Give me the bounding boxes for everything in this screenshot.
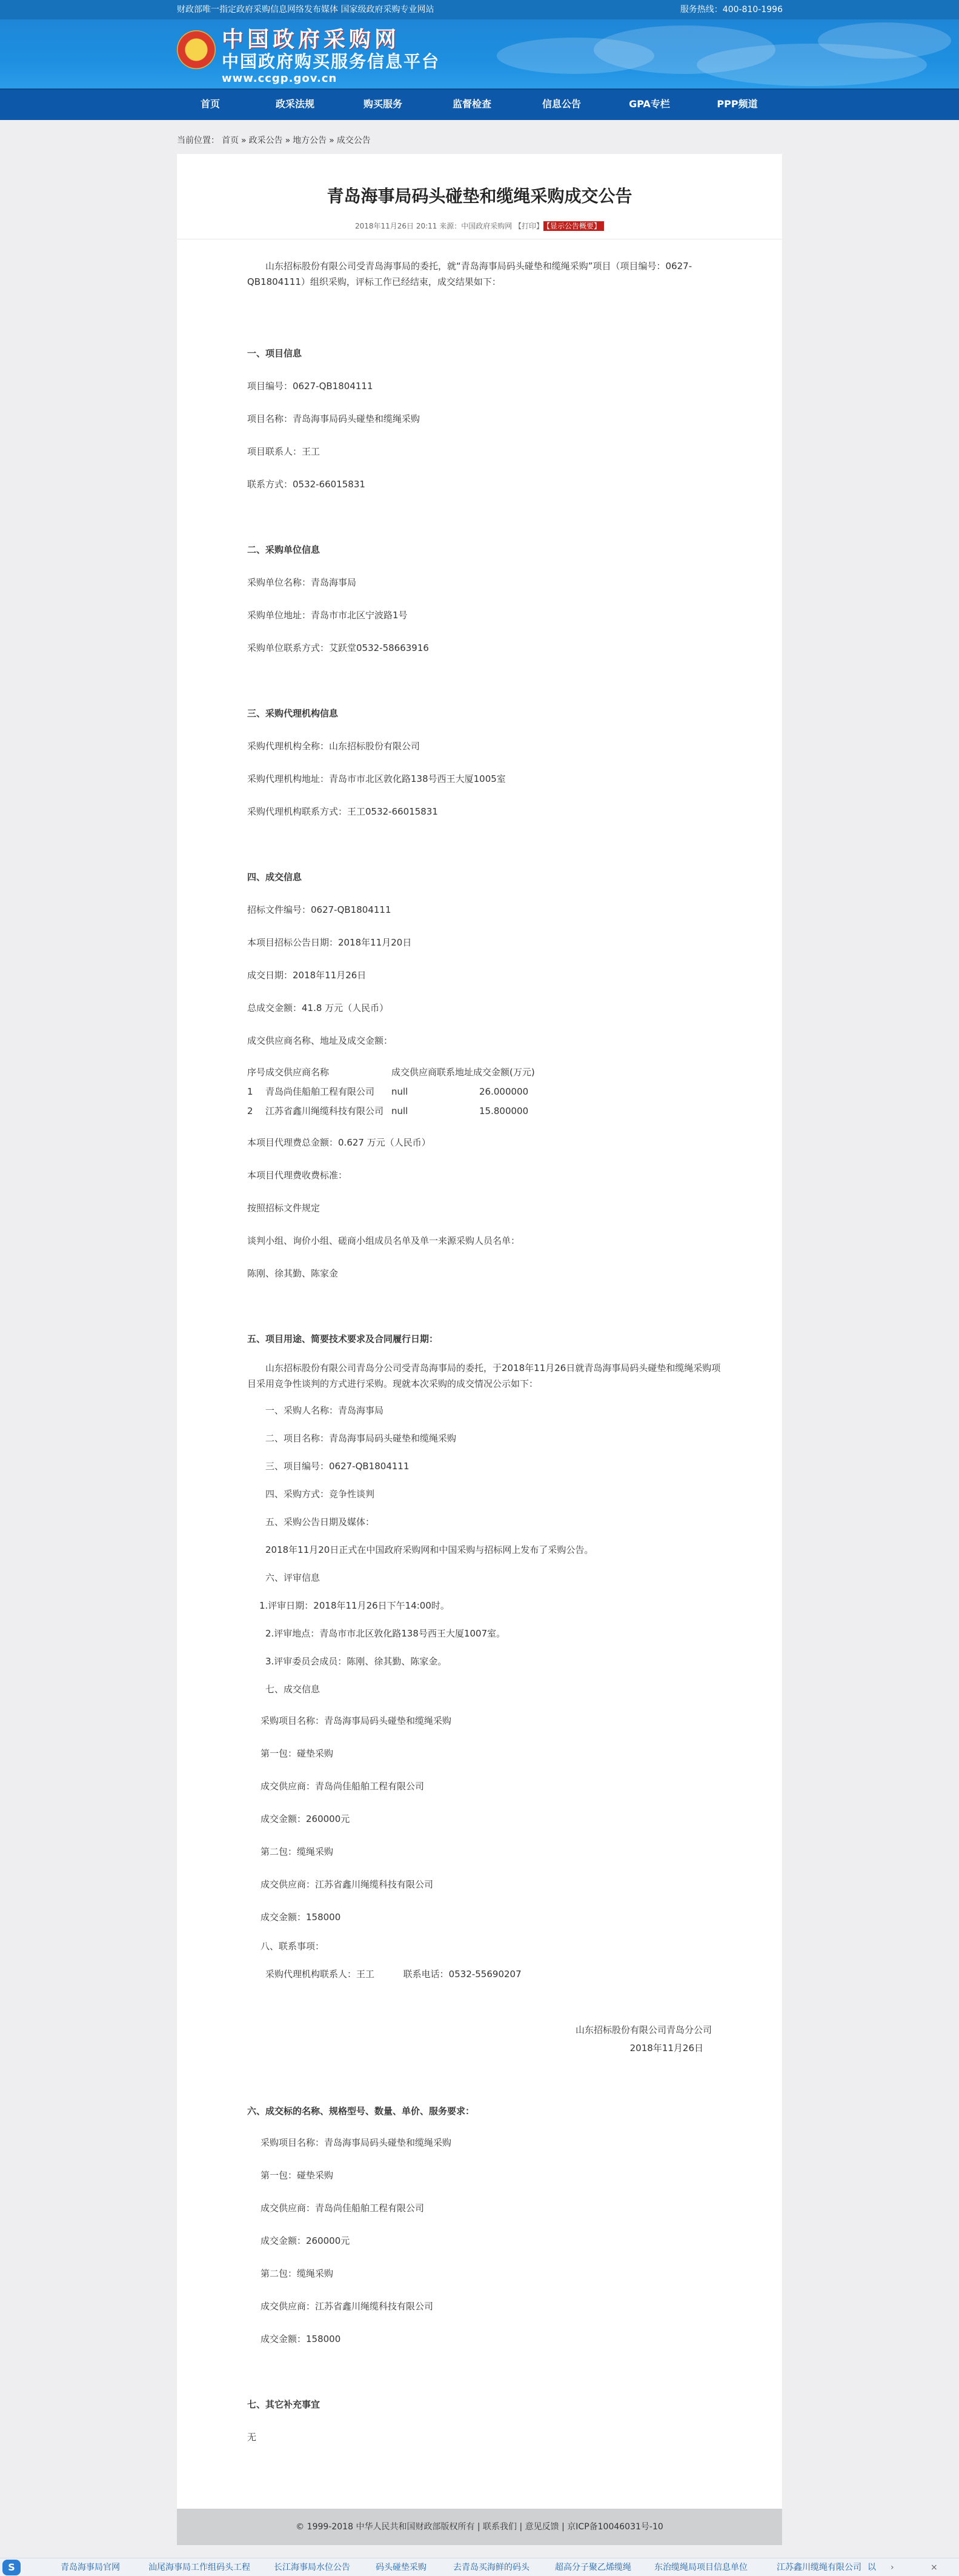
buyer-address: 采购单位地址：青岛市市北区宁波路1号 xyxy=(247,610,408,621)
table-header-cell: 成交供应商名称 xyxy=(265,1067,330,1078)
breadcrumb-separator: » xyxy=(329,136,334,145)
nav-item-home[interactable]: 首页 xyxy=(200,98,220,110)
sec5-item: 采购项目名称：青岛海事局码头碰垫和缆绳采购 xyxy=(260,1715,452,1726)
buyer-contact: 采购单位联系方式：艾跃堂0532-58663916 xyxy=(247,642,429,653)
site-banner xyxy=(0,19,959,88)
table-header-cell: 成交供应商联系地址 xyxy=(391,1067,474,1078)
nav-item-ppp[interactable]: PPP频道 xyxy=(717,98,758,110)
article-container xyxy=(177,154,782,2509)
tender-notice-date: 本项目招标公告日期：2018年11月20日 xyxy=(247,937,412,948)
sec5-item: 四、采购方式：竞争性谈判 xyxy=(265,1489,375,1500)
related-link[interactable]: 汕尾海事局工作组码头工程 xyxy=(148,2563,250,2572)
panel-members: 陈刚、徐其勤、陈家金 xyxy=(247,1268,339,1279)
sec5-item: 成交供应商：江苏省鑫川绳缆科技有限公司 xyxy=(260,1879,434,1890)
buyer-name: 采购单位名称：青岛海事局 xyxy=(247,577,357,588)
table-cell: 江苏省鑫川绳缆科技有限公司 xyxy=(265,1106,384,1116)
sec6-line: 成交金额：260000元 xyxy=(260,2235,350,2246)
article-meta xyxy=(177,221,782,232)
sec6-line: 采购项目名称：青岛海事局码头碰垫和缆绳采购 xyxy=(260,2137,452,2148)
panel-heading: 谈判小组、询价小组、磋商小组成员名单及单一来源采购人员名单： xyxy=(247,1235,520,1246)
project-phone: 联系方式：0532-66015831 xyxy=(247,479,365,490)
site-url: www.ccgp.gov.cn xyxy=(222,72,337,85)
section-title: 五、项目用途、简要技术要求及合同履行日期： xyxy=(247,1333,439,1344)
sec5-item: 2018年11月20日正式在中国政府采购网和中国采购与招标网上发布了采购公告。 xyxy=(265,1544,594,1555)
table-cell: null xyxy=(391,1086,408,1097)
breadcrumb-item-home[interactable]: 首页 xyxy=(222,136,239,145)
agency-address: 采购代理机构地址：青岛市市北区敦化路138号西王大厦1005室 xyxy=(247,773,506,784)
top-bar-slogan: 财政部唯一指定政府采购信息网络发布媒体 国家级政府采购专业网站 xyxy=(177,5,434,15)
project-contact: 项目联系人：王工 xyxy=(247,446,320,457)
agency-fee-standard: 本项目代理费收费标准： xyxy=(247,1170,348,1181)
page-title: 青岛海事局码头碰垫和缆绳采购成交公告 xyxy=(327,186,632,206)
sec6-line: 成交供应商：江苏省鑫川绳缆科技有限公司 xyxy=(260,2301,434,2312)
suppliers-heading: 成交供应商名称、地址及成交金额： xyxy=(247,1035,393,1046)
sec5-item: 一、采购人名称：青岛海事局 xyxy=(265,1405,384,1416)
sec5-item: 五、采购公告日期及媒体： xyxy=(265,1517,375,1527)
related-link[interactable]: 长江海事局水位公告 xyxy=(274,2563,350,2572)
sec5-item: 1.评审日期：2018年11月26日下午14:00时。 xyxy=(259,1600,450,1611)
sec5-item: 三、项目编号：0627-QB1804111 xyxy=(265,1461,410,1472)
article-meta-text: 2018年11月26日 20:11 来源：中国政府采购网 【打印】 xyxy=(354,222,544,230)
sec5-item: 二、项目名称：青岛海事局码头碰垫和缆绳采购 xyxy=(265,1433,457,1444)
sec5-item: 成交供应商：青岛尚佳船舶工程有限公司 xyxy=(260,1781,425,1792)
table-header-cell: 序号 xyxy=(247,1067,266,1078)
section-title: 二、采购单位信息 xyxy=(247,544,320,555)
copyright-text: © 1999-2018 中华人民共和国财政部版权所有 | 联系我们 | 意见反馈 | 京ICP备10046031号-10 xyxy=(296,2522,663,2532)
section-title: 一、项目信息 xyxy=(247,348,302,359)
sec5-item: 成交金额：158000 xyxy=(260,1912,341,1923)
sec5-item: 采购代理机构联系人：王工 联系电话：0532-55690207 xyxy=(265,1969,522,1980)
nav-item-regulations[interactable]: 政采法规 xyxy=(275,98,314,110)
section-title: 六、成交标的名称、规格型号、数量、单价、服务要求： xyxy=(247,2106,475,2117)
related-links-bar xyxy=(0,2558,959,2576)
section-title: 七、其它补充事宜 xyxy=(247,2399,320,2410)
related-link[interactable]: 江苏鑫川缆绳有限公司 xyxy=(777,2563,861,2572)
sec5-paragraph: 山东招标股份有限公司青岛分公司受青岛海事局的委托，于2018年11月26日就青岛海事局码头碰垫和缆绳采购项目采用竞争性谈判的方式进行采购。现就本次采购的成交情况公示如下： xyxy=(247,1363,721,1389)
total-amount: 总成交金额：41.8 万元（人民币） xyxy=(247,1003,389,1013)
nav-item-purchase-services[interactable]: 购买服务 xyxy=(363,98,402,110)
sec5-item: 第一包：碰垫采购 xyxy=(260,1748,334,1759)
breadcrumb-item-current[interactable]: 成交公告 xyxy=(336,136,371,145)
agency-name: 采购代理机构全称：山东招标股份有限公司 xyxy=(247,741,420,752)
service-hotline: 服务热线：400-810-1996 xyxy=(680,5,783,15)
table-cell: 26.000000 xyxy=(479,1086,529,1097)
section-title: 三、采购代理机构信息 xyxy=(247,708,339,719)
related-link[interactable]: 码头碰垫采购 xyxy=(376,2563,426,2572)
table-header-cell: 成交金额(万元) xyxy=(473,1067,535,1078)
sec5-item: 成交金额：260000元 xyxy=(260,1814,350,1824)
next-arrow-icon[interactable]: › xyxy=(891,2563,894,2572)
sec6-line: 成交金额：158000 xyxy=(260,2334,341,2344)
signature-date: 2018年11月26日 xyxy=(629,2043,703,2054)
breadcrumb-item-local[interactable]: 地方公告 xyxy=(293,136,327,145)
section-title: 四、成交信息 xyxy=(247,872,302,883)
top-bar xyxy=(0,0,959,19)
national-emblem-icon: ★ xyxy=(177,30,216,69)
site-subtitle: 中国政府购买服务信息平台 xyxy=(222,52,440,72)
breadcrumb xyxy=(177,135,373,147)
table-cell: 15.800000 xyxy=(479,1106,529,1116)
main-nav xyxy=(0,88,959,120)
intro-paragraph: 山东招标股份有限公司受青岛海事局的委托，就“青岛海事局码头碰垫和缆绳采购”项目（项目编号：0627-QB1804111）组织采购，评标工作已经结束，成交结果如下： xyxy=(247,261,692,287)
related-link[interactable]: 去青岛买海鲜的码头 xyxy=(453,2563,529,2572)
table-cell: 2 xyxy=(247,1106,253,1116)
breadcrumb-separator: » xyxy=(241,136,247,145)
agency-fee-total: 本项目代理费总金额：0.627 万元（人民币） xyxy=(247,1137,431,1148)
search-logo-icon[interactable]: S xyxy=(2,2560,21,2575)
breadcrumb-prefix: 当前位置： xyxy=(177,136,219,145)
sec6-line: 第一包：碰垫采购 xyxy=(260,2170,334,2181)
table-cell: 1 xyxy=(247,1086,253,1097)
table-cell: 青岛尚佳船舶工程有限公司 xyxy=(265,1086,375,1097)
sec5-item: 2.评审地点：青岛市市北区敦化路138号西王大厦1007室。 xyxy=(265,1628,506,1639)
agency-fee-rule: 按照招标文件规定 xyxy=(247,1203,320,1213)
project-number: 项目编号：0627-QB1804111 xyxy=(247,381,373,392)
sec6-line: 成交供应商：青岛尚佳船舶工程有限公司 xyxy=(260,2203,425,2214)
agency-contact: 采购代理机构联系方式：王工0532-66015831 xyxy=(247,806,438,817)
page-footer xyxy=(177,2509,782,2545)
sec5-item: 七、成交信息 xyxy=(265,1684,320,1695)
supplementary-text: 无 xyxy=(247,2432,257,2443)
related-link[interactable]: 青岛海事局官网 xyxy=(61,2563,120,2572)
breadcrumb-separator: » xyxy=(285,136,291,145)
show-summary-button[interactable]: 【显示公告概要】 xyxy=(543,221,604,231)
sec6-line: 第二包：缆绳采购 xyxy=(260,2268,334,2279)
site-name[interactable]: 中国政府采购网 xyxy=(222,27,400,52)
nav-item-supervision[interactable]: 监督检查 xyxy=(452,98,491,110)
breadcrumb-item-notices[interactable]: 政采公告 xyxy=(248,136,283,145)
table-cell: null xyxy=(391,1106,408,1116)
deal-date: 成交日期：2018年11月26日 xyxy=(247,970,367,981)
tender-doc-number: 招标文件编号：0627-QB1804111 xyxy=(247,904,391,915)
project-name: 项目名称：青岛海事局码头碰垫和缆绳采购 xyxy=(247,413,420,424)
nav-item-gpa[interactable]: GPA专栏 xyxy=(629,98,670,110)
sec5-item: 3.评审委员会成员：陈刚、徐其勤、陈家金。 xyxy=(265,1656,447,1667)
nav-item-announcements[interactable]: 信息公告 xyxy=(542,98,581,110)
close-icon[interactable]: × xyxy=(931,2563,938,2572)
related-link[interactable]: 以 xyxy=(868,2563,876,2572)
sec5-item: 八、联系事项： xyxy=(260,1941,325,1952)
related-link[interactable]: 超高分子聚乙烯缆绳 xyxy=(555,2563,631,2572)
related-link[interactable]: 东治缆绳局项目信息单位 xyxy=(654,2563,748,2572)
signature-org: 山东招标股份有限公司青岛分公司 xyxy=(575,2024,712,2035)
sec5-item: 第二包：缆绳采购 xyxy=(260,1846,334,1857)
sec5-item: 六、评审信息 xyxy=(265,1572,320,1583)
